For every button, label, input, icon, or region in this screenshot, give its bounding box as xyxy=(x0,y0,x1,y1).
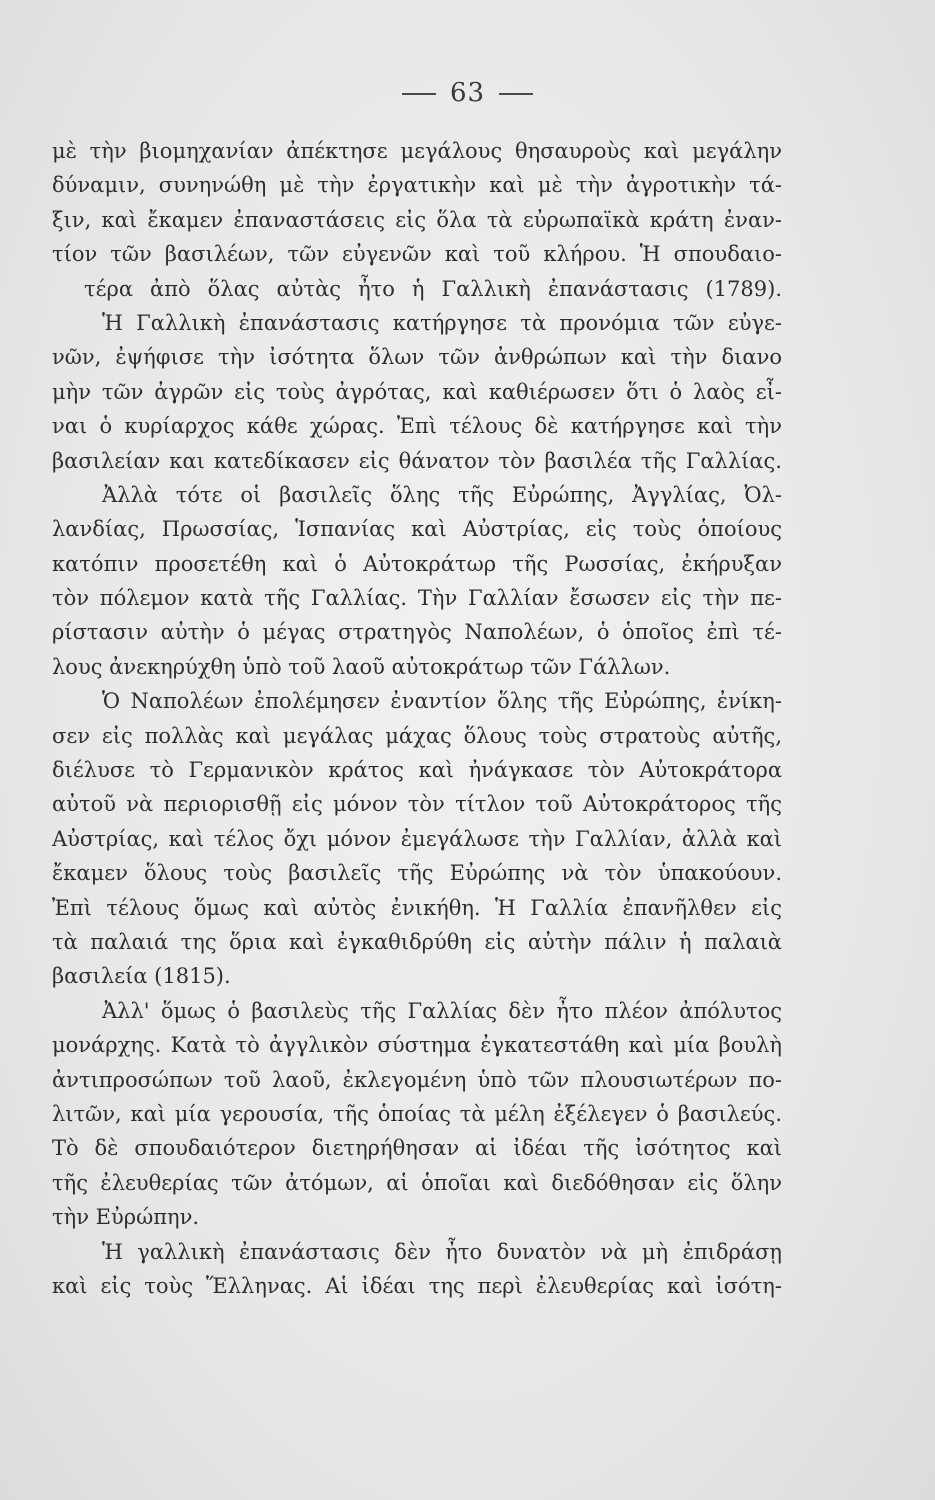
text-line: βασιλείαν και κατεδίκασεν εἰς θάνατον τὸν βασιλέα τῆς Γαλλίας. xyxy=(52,448,782,473)
text-line: ναι ὁ κυρίαρχος κάθε χώρας. Ἐπὶ τέλους δὲ κατήργησε καὶ τὴν xyxy=(52,414,782,439)
text-line: τίον τῶν βασιλέων, τῶν εὐγενῶν καὶ τοῦ κλήρου. Ἡ σπουδαιο- xyxy=(52,242,782,267)
header-dash-right xyxy=(499,93,533,95)
text-line: διέλυσε τὸ Γερμανικὸν κράτος καὶ ἠνάγκασε τὸν Αὐτοκράτορα xyxy=(52,758,782,783)
text-line: Ἡ γαλλικὴ ἐπανάστασις δὲν ἦτο δυνατὸν νὰ μὴ ἐπιδράσῃ xyxy=(102,1239,782,1264)
text-line: Ἀλλ' ὅμως ὁ βασιλεὺς τῆς Γαλλίας δὲν ἦτο πλέον ἀπόλυτος xyxy=(102,998,782,1023)
text-line: ἔκαμεν ὅλους τοὺς βασιλεῖς τῆς Εὐρώπης νὰ τὸν ὑπακούουν. xyxy=(52,861,782,886)
text-line: Ἡ Γαλλικὴ ἐπανάστασις κατήργησε τὰ προνόμια τῶν εὐγε- xyxy=(102,310,782,335)
page-header xyxy=(0,78,935,108)
text-line: Αὐστρίας, καὶ τέλος ὄχι μόνον ἐμεγάλωσε τὴν Γαλλίαν, ἀλλὰ καὶ xyxy=(52,826,782,851)
text-line: λιτῶν, καὶ μία γερουσία, τῆς ὁποίας τὰ μέλη ἐξέλεγεν ὁ βασιλεύς. xyxy=(52,1101,782,1126)
text-line: βασιλεία (1815). xyxy=(52,964,231,989)
text-line: μονάρχης. Κατὰ τὸ ἀγγλικὸν σύστημα ἐγκατεστάθη καὶ μία βουλὴ xyxy=(52,1033,782,1058)
text-line: τέρα ἀπὸ ὅλας αὐτὰς ἦτο ἡ Γαλλικὴ ἐπανάστασις (1789). xyxy=(84,276,782,301)
body-text xyxy=(52,134,782,1303)
text-line: ρίστασιν αὐτὴν ὁ μέγας στρατηγὸς Ναπολέων, ὁ ὁποῖος ἐπὶ τέ- xyxy=(52,620,782,645)
text-line: τῆς ἐλευθερίας τῶν ἀτόμων, αἱ ὁποῖαι καὶ διεδόθησαν εἰς ὅλην xyxy=(52,1170,782,1195)
text-line: τὴν Εὐρώπην. xyxy=(52,1205,200,1230)
text-line: καὶ εἰς τοὺς Ἕλληνας. Αἱ ἰδέαι της περὶ ἐλευθερίας καὶ ἰσότη- xyxy=(52,1273,782,1298)
text-line: τὰ παλαιά της ὅρια καὶ ἐγκαθιδρύθη εἰς αὐτὴν πάλιν ἡ παλαιὰ xyxy=(52,929,782,954)
text-line: Ὁ Ναπολέων ἐπολέμησεν ἐναντίον ὅλης τῆς Εὐρώπης, ἐνίκη- xyxy=(102,689,782,714)
text-line: Ἀλλὰ τότε οἱ βασιλεῖς ὅλης τῆς Εὐρώπης, Ἀγγλίας, Ὀλ- xyxy=(102,482,782,507)
text-line: ξιν, καὶ ἔκαμεν ἐπαναστάσεις εἰς ὅλα τὰ εὐρωπαϊκὰ κράτη ἐναν- xyxy=(52,207,782,232)
header-dash-left xyxy=(402,93,436,95)
text-line: λους ἀνεκηρύχθη ὑπὸ τοῦ λαοῦ αὐτοκράτωρ τῶν Γάλλων. xyxy=(52,654,671,679)
text-line: Ἐπὶ τέλους ὅμως καὶ αὐτὸς ἐνικήθη. Ἡ Γαλλία ἐπανῆλθεν εἰς xyxy=(52,895,782,920)
text-line: Τὸ δὲ σπουδαιότερον διετηρήθησαν αἱ ἰδέαι τῆς ἰσότητος καὶ xyxy=(52,1136,782,1161)
text-line: νῶν, ἐψήφισε τὴν ἰσότητα ὅλων τῶν ἀνθρώπων καὶ τὴν διανο xyxy=(52,345,782,370)
text-line: αὐτοῦ νὰ περιορισθῇ εἰς μόνον τὸν τίτλον τοῦ Αὐτοκράτορος τῆς xyxy=(52,792,782,817)
text-line: δύναμιν, συνηνώθη μὲ τὴν ἐργατικὴν καὶ μὲ τὴν ἀγροτικὴν τά- xyxy=(52,173,782,198)
text-line: ἀντιπροσώπων τοῦ λαοῦ, ἐκλεγομένη ὑπὸ τῶν πλουσιωτέρων πο- xyxy=(52,1067,782,1092)
text-line: τὸν πόλεμον κατὰ τῆς Γαλλίας. Τὴν Γαλλίαν ἔσωσεν εἰς τὴν πε- xyxy=(52,586,782,611)
text-line: μὲ τὴν βιομηχανίαν ἀπέκτησε μεγάλους θησαυροὺς καὶ μεγάλην xyxy=(52,139,782,163)
text-line: μὴν τῶν ἀγρῶν εἰς τοὺς ἀγρότας, καὶ καθιέρωσεν ὅτι ὁ λαὸς εἶ- xyxy=(52,379,782,404)
page-number: 63 xyxy=(449,78,486,108)
text-line: λανδίας, Πρωσσίας, Ἱσπανίας καὶ Αὐστρίας, εἰς τοὺς ὁποίους xyxy=(52,517,782,542)
text-line: κατόπιν προσετέθη καὶ ὁ Αὐτοκράτωρ τῆς Ρωσσίας, ἐκήρυξαν xyxy=(52,551,782,576)
text-line: σεν εἰς πολλὰς καὶ μεγάλας μάχας ὅλους τοὺς στρατοὺς αὐτῆς, xyxy=(52,723,782,748)
